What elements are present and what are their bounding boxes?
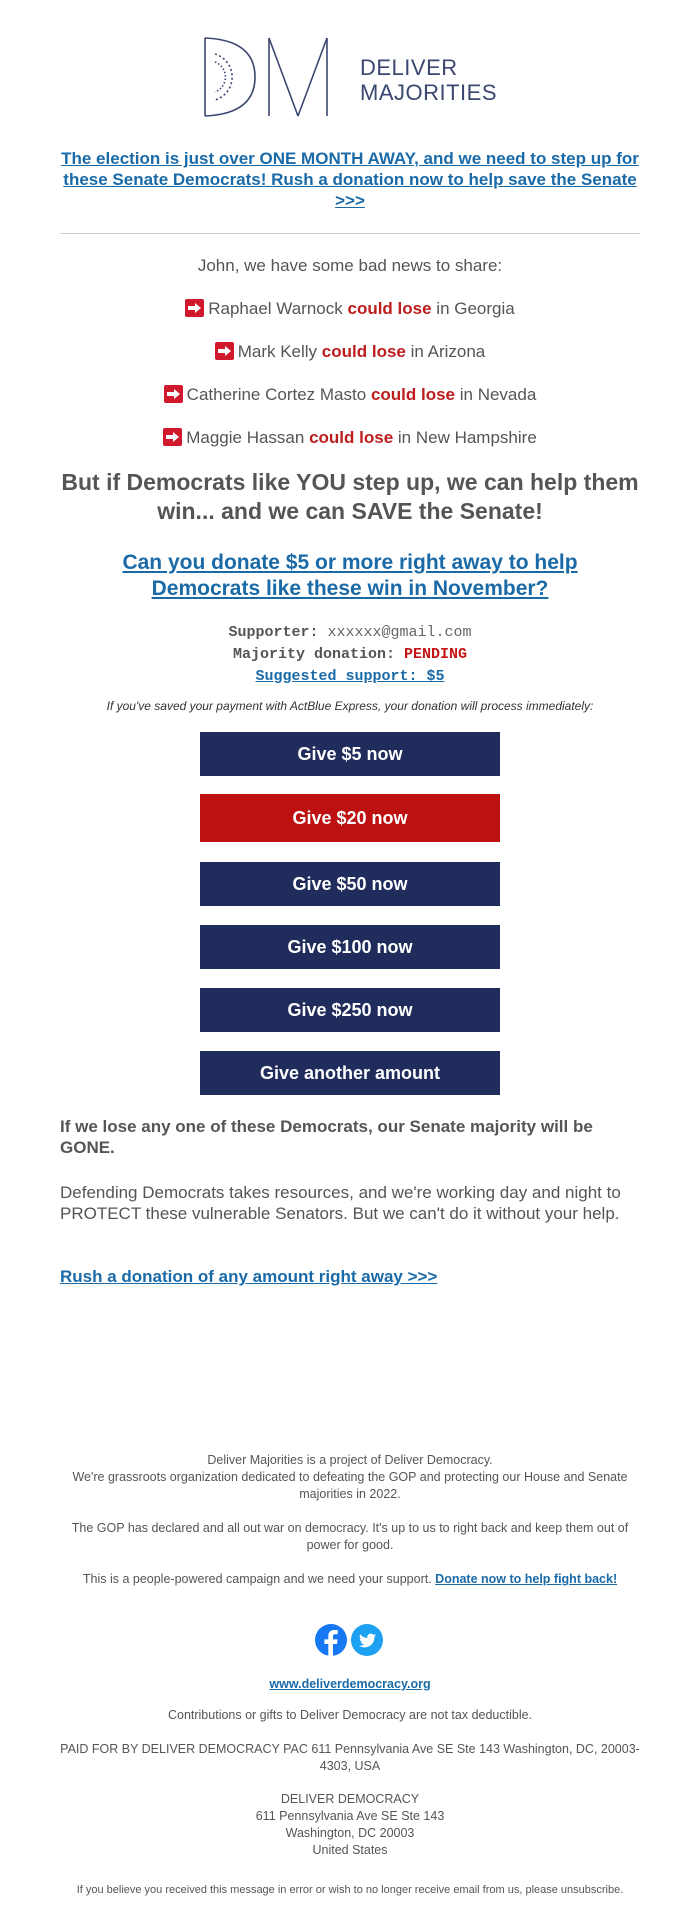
donate-ask-link[interactable]: Can you donate $5 or more right away to help Democrats like these win in November? [122, 551, 578, 600]
footer-address [60, 1791, 640, 1859]
defending-text: Defending Democrats takes resources, and we're working day and night to PROTECT these vulnerable Senators. But we can't do it without your help. [60, 1183, 621, 1223]
give-other-amount-button[interactable]: Give another amount [200, 1051, 500, 1095]
footer-gop: The GOP has declared and all out war on democracy. It's up to us to right back and keep them out of power for good. [71, 1521, 629, 1552]
intro-text: John, we have some bad news to share: [197, 256, 503, 275]
right-arrow-icon [215, 342, 234, 360]
footer-city: Washington, DC 20003 [285, 1826, 415, 1840]
footer-grassroots: We're grassroots organization dedicated to defeating the GOP and protecting our House and Senate majorities in 2022. [72, 1470, 628, 1501]
majority-line [0, 645, 700, 665]
main-message: But if Democrats like YOU step up, we can help them win... and we can SAVE the Senate! [61, 469, 639, 524]
right-arrow-icon [163, 428, 182, 446]
candidate-line [0, 299, 700, 319]
candidate-line [0, 385, 700, 405]
warning-text: If we lose any one of these Democrats, our Senate majority will be GONE. [60, 1117, 593, 1157]
footer-paid-for: PAID FOR BY DELIVER DEMOCRACY PAC 611 Pennsylvania Ave SE Ste 143 Washington, DC, 20003- 4303, USA [60, 1742, 640, 1773]
social-links [315, 1624, 385, 1656]
candidate-state: in Nevada [459, 385, 537, 404]
dm-logo-icon [203, 34, 353, 120]
divider [60, 233, 640, 234]
give-250-button[interactable]: Give $250 now [200, 988, 500, 1032]
footer-street: 611 Pennsylvania Ave SE Ste 143 [255, 1809, 445, 1823]
candidate-risk: could lose [370, 385, 456, 404]
footer-about [60, 1452, 640, 1503]
candidate-risk: could lose [309, 428, 394, 447]
candidate-state: in Arizona [410, 342, 486, 361]
actblue-note: If you've saved your payment with ActBlue Express, your donation will process immediately: [106, 699, 594, 713]
rush-donation-link[interactable]: Rush a donation of any amount right away >>> [60, 1267, 438, 1286]
logo-wordmark [360, 55, 497, 105]
candidate-name: Catherine Cortez Masto [186, 385, 367, 404]
candidate-state: in New Hampshire [397, 428, 537, 447]
footer-tax: Contributions or gifts to Deliver Democracy are not tax deductible. [167, 1708, 533, 1722]
right-arrow-icon [185, 299, 204, 317]
footer-org: DELIVER DEMOCRACY [280, 1792, 420, 1806]
twitter-icon[interactable] [351, 1624, 383, 1656]
footer-campaign-text: This is a people-powered campaign and we need your support. [82, 1572, 432, 1586]
footer-project: Deliver Majorities is a project of Deliver Democracy. [207, 1453, 493, 1467]
give-100-button[interactable]: Give $100 now [200, 925, 500, 969]
give-5-button[interactable]: Give $5 now [200, 732, 500, 776]
candidate-line [0, 342, 700, 362]
website-link[interactable]: www.deliverdemocracy.org [269, 1677, 431, 1691]
candidate-name: Mark Kelly [237, 342, 318, 361]
footer-website-wrap [60, 1676, 640, 1693]
supporter-label: Supporter: [228, 624, 319, 641]
majority-label: Majority donation: [232, 646, 395, 663]
candidate-name: Raphael Warnock [208, 299, 343, 318]
facebook-icon[interactable] [315, 1624, 347, 1656]
candidate-name: Maggie Hassan [186, 428, 305, 447]
majority-status: PENDING [404, 646, 468, 663]
supporter-line [0, 623, 700, 643]
candidate-risk: could lose [321, 342, 406, 361]
headline-donate-link[interactable]: The election is just over ONE MONTH AWAY, and we need to step up for these Senate Democrats! Rush a donation now to help save the Senate >>> [61, 149, 639, 210]
candidate-risk: could lose [347, 299, 432, 318]
deliver-majorities-logo [0, 34, 700, 120]
footer-donate-link[interactable]: Donate now to help fight back! [435, 1572, 618, 1586]
candidate-state: in Georgia [436, 299, 515, 318]
logo-line-1: DELIVER [360, 55, 458, 80]
logo-line-2: MAJORITIES [360, 80, 498, 105]
give-20-button[interactable]: Give $20 now [200, 794, 500, 842]
suggested-support-link[interactable]: Suggested support: $5 [255, 668, 445, 685]
candidate-line [0, 428, 700, 448]
footer-unsubscribe[interactable]: If you believe you received this message in error or wish to no longer receive email from us, please unsubscribe. [76, 1884, 624, 1896]
footer-campaign [60, 1571, 640, 1588]
right-arrow-icon [164, 385, 183, 403]
footer-country: United States [312, 1843, 388, 1857]
give-50-button[interactable]: Give $50 now [200, 862, 500, 906]
supporter-email: xxxxxx@gmail.com [327, 624, 472, 641]
